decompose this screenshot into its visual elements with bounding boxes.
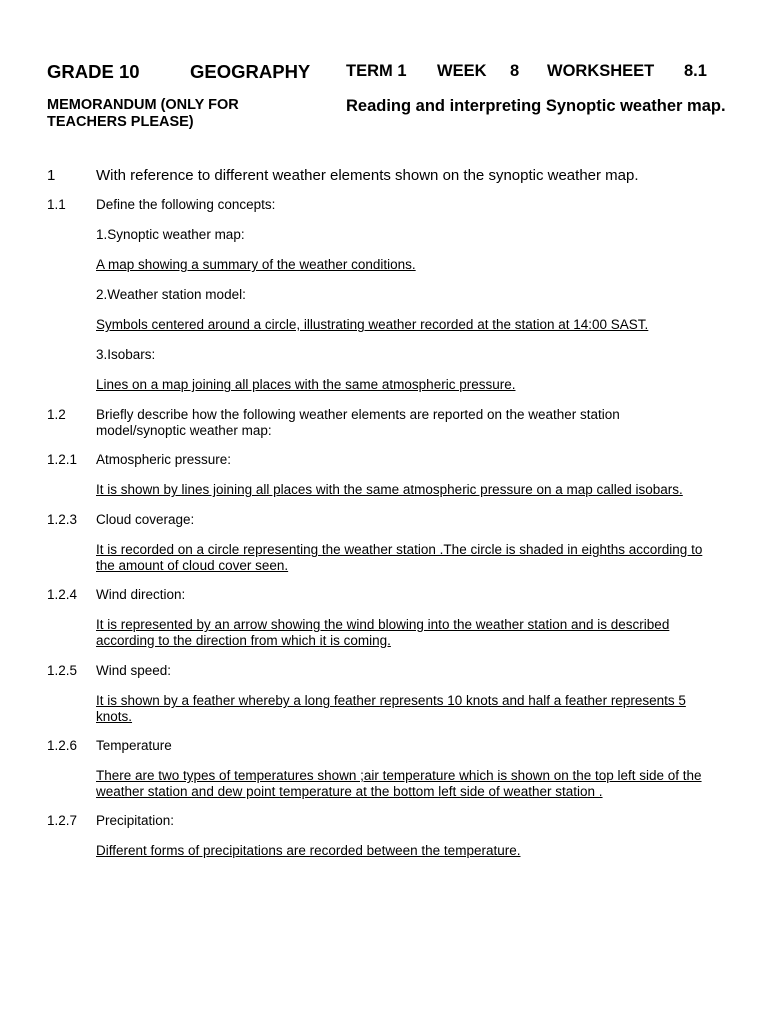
question-number: 1.2.5 <box>47 663 78 678</box>
question-number: 1.1 <box>47 197 66 212</box>
question-number: 1.2.7 <box>47 813 78 828</box>
question-text: Define the following concepts: <box>96 197 276 212</box>
week-label: WEEK <box>437 62 487 80</box>
term-label: TERM 1 <box>346 62 407 80</box>
question-text: Briefly describe how the following weather elements are reported on the weather station model/synoptic weather map: <box>96 407 620 438</box>
grade-label: GRADE 10 <box>47 61 140 82</box>
element-label: Wind direction: <box>96 587 186 602</box>
element-label: Cloud coverage: <box>96 512 195 527</box>
answer-text: A map showing a summary of the weather conditions. <box>96 257 416 272</box>
question-text: With reference to different weather elements shown on the synoptic weather map. <box>96 167 639 184</box>
answer-text: It is shown by a feather whereby a long feather represents 10 knots and half a feather represents 5 knots. <box>96 693 686 724</box>
element-label: Temperature <box>96 738 172 753</box>
concept-label: 1.Synoptic weather map: <box>96 227 245 242</box>
element-label: Precipitation: <box>96 813 175 828</box>
answer-text: Lines on a map joining all places with the same atmospheric pressure. <box>96 377 516 392</box>
answer-text: Different forms of precipitations are recorded between the temperature. <box>96 843 521 858</box>
answer-text: It is represented by an arrow showing the wind blowing into the weather station and is described according to the direction from which it is coming. <box>96 617 670 648</box>
subject-label: GEOGRAPHY <box>190 61 311 82</box>
memorandum-note: MEMORANDUM (ONLY FOR TEACHERS PLEASE) <box>47 97 239 130</box>
answer-text: It is recorded on a circle representing the weather station .The circle is shaded in eighths according to the amount of cloud cover seen. <box>96 542 703 573</box>
worksheet-topic: Reading and interpreting Synoptic weather map. <box>346 97 726 115</box>
question-number: 1.2.4 <box>47 587 78 602</box>
question-number: 1.2.6 <box>47 738 78 753</box>
question-number: 1.2.3 <box>47 512 78 527</box>
week-number: 8 <box>510 62 520 80</box>
worksheet-number: 8.1 <box>684 62 707 80</box>
question-number: 1.2.1 <box>47 452 78 467</box>
answer-text: It is shown by lines joining all places with the same atmospheric pressure on a map called isobars. <box>96 482 683 497</box>
element-label: Atmospheric pressure: <box>96 452 232 467</box>
answer-text: Symbols centered around a circle, illustrating weather recorded at the station at 14:00 SAST. <box>96 317 649 332</box>
element-label: Wind speed: <box>96 663 172 678</box>
concept-label: 3.Isobars: <box>96 347 156 362</box>
concept-label: 2.Weather station model: <box>96 287 246 302</box>
worksheet-label: WORKSHEET <box>547 62 655 80</box>
question-number: 1.2 <box>47 407 66 422</box>
question-number: 1 <box>47 167 56 184</box>
answer-text: There are two types of temperatures shown ;air temperature which is shown on the top left side of the weather station and dew point temperature at the bottom left side of weather station . <box>96 768 702 799</box>
